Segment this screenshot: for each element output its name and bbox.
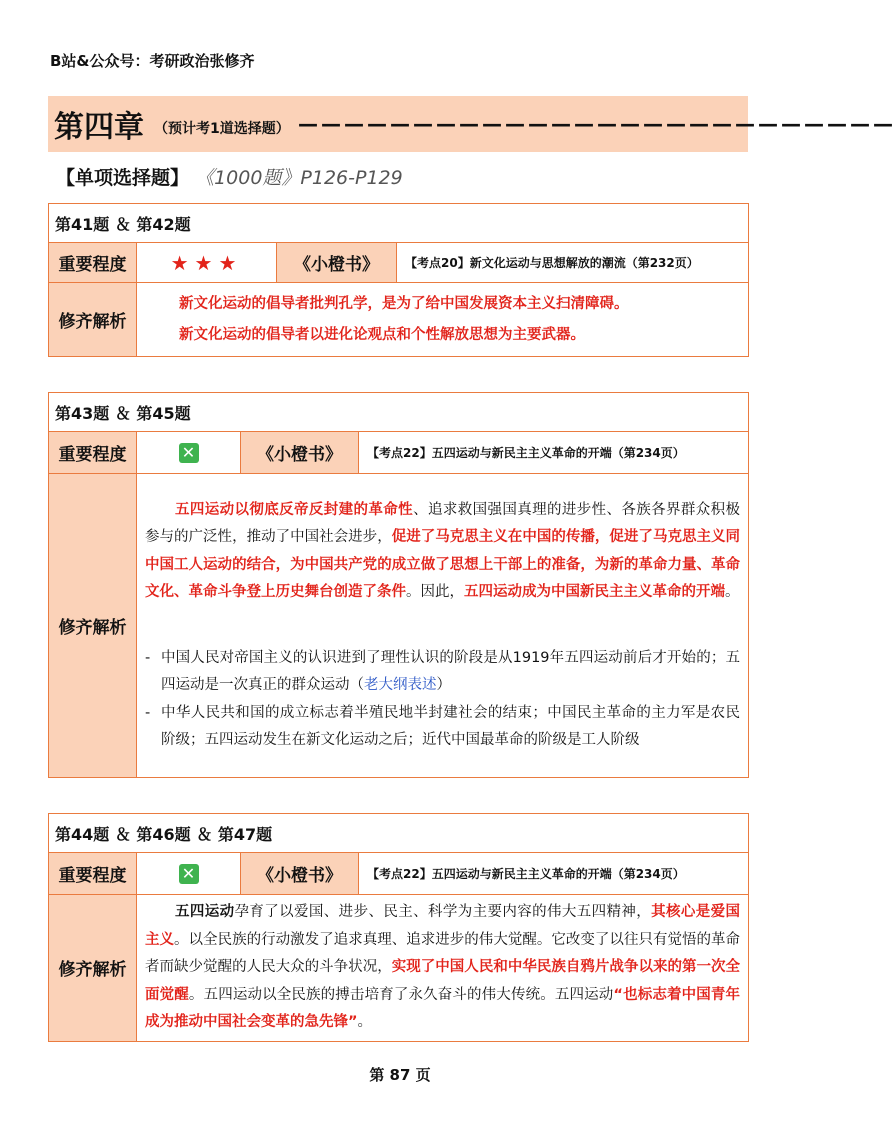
book-label: 《小橙书》 [241,853,359,895]
analysis-paragraph [145,899,740,1037]
section-heading [56,163,403,190]
highlight-text: 五四运动以彻底反帝反封建的革命性 [175,501,414,518]
book-label: 《小橙书》 [241,432,359,474]
importance-cell [137,432,241,474]
bullet-item [145,645,740,700]
question-block-41-42 [48,203,749,357]
chapter-title: 第四章 [54,110,144,145]
question-title: 第41题 ＆ 第42题 [49,204,749,243]
question-block-43-45 [48,392,749,778]
chapter-note: （预计考1道选择题） [154,121,290,137]
cross-mark-icon: ✕ [179,864,199,884]
body-text: 、追求救国强国真理的进步性、各族各界群众积极参与的广泛性，推动了中国社会进步， [145,501,741,545]
analysis-body [137,895,749,1042]
highlight-text: 五四运动成为中国新民主主义革命的开端 [464,584,725,600]
highlight-text: 其核心是爱国主义 [145,904,741,948]
highlight-text: 促进了马克思主义在中国的传播，促进了马克思主义同中国工人运动的结合，为中国共产党的成立做了思想上干部上的准备，为新的革命力量、革命文化、革命斗争登上历史舞台创造了条件 [145,529,741,600]
body-text: 。因此， [406,584,464,600]
highlight-text: “也标志着中国青年成为推动中国社会变革的急先锋” [145,986,741,1030]
page-header: B站&公众号：考研政治张修齐 [50,52,255,70]
body-text: 五四运动 [175,904,235,920]
bullet-dash: - [145,704,151,721]
highlight-text: 实现了中国人民和中华民族自鸦片战争以来的第一次全面觉醒 [145,959,741,1003]
body-text: 。 [357,1014,373,1030]
importance-label: 重要程度 [49,853,137,895]
page-number: 第 87 页 [369,1066,431,1084]
bullet-text: 中国人民对帝国主义的认识进到了理性认识的阶段是从1919年五四运动前后才开始的；五四运动是一次真正的群众运动（ [161,649,740,693]
body-text: 孕育了以爱国、进步、民主、科学为主要内容的伟大五四精神， [234,904,652,920]
kaodian-text: 【考点22】五四运动与新民主主义革命的开端（第234页） [359,853,749,895]
question-block-44-46-47 [48,813,749,1042]
section-label: 【单项选择题】 [56,167,190,189]
analysis-line: 新文化运动的倡导者以进化论观点和个性解放思想为主要武器。 [179,326,585,343]
question-title: 第43题 ＆ 第45题 [49,393,749,432]
importance-stars: ★★★ [137,243,277,283]
bullet-item [145,700,740,755]
analysis-label: 修齐解析 [49,283,137,357]
importance-label: 重要程度 [49,243,137,283]
question-title: 第44题 ＆ 第46题 ＆ 第47题 [49,814,749,853]
body-text: 。五四运动以全民族的搏击培育了永久奋斗的伟大传统。五四运动 [188,986,614,1003]
analysis-paragraph [145,497,740,607]
kaodian-text: 【考点20】新文化运动与思想解放的潮流（第232页） [397,243,749,283]
bullet-dash: - [145,649,151,666]
importance-cell [137,853,241,895]
analysis-label: 修齐解析 [49,895,137,1042]
book-label: 《小橙书》 [277,243,397,283]
outline-note: 老大纲表述 [364,677,437,693]
cross-mark-icon: ✕ [179,443,199,463]
body-text: 。以全民族的行动激发了追求真理、追求进步的伟大觉醒。它改变了以往只有觉悟的革命者而缺少觉醒的人民大众的斗争状况， [145,931,741,975]
kaodian-text: 【考点22】五四运动与新民主主义革命的开端（第234页） [359,432,749,474]
body-text: 。 [725,584,740,600]
bullet-text: ） [436,677,451,693]
chapter-banner [48,96,896,152]
bullet-text: 中华人民共和国的成立标志着半殖民地半封建社会的结束；中国民主革命的主力军是农民阶级；五四运动发生在新文化运动之后；近代中国最革命的阶级是工人阶级 [161,704,740,748]
analysis-label: 修齐解析 [49,474,137,778]
analysis-body [137,474,749,778]
analysis-line: 新文化运动的倡导者批判孔学，是为了给中国发展资本主义扫清障碍。 [179,295,629,312]
importance-label: 重要程度 [49,432,137,474]
analysis-body [137,283,749,357]
chapter-dash-line: —————————————————————————— [298,112,896,136]
section-source: 《1000题》P126-P129 [195,167,403,189]
